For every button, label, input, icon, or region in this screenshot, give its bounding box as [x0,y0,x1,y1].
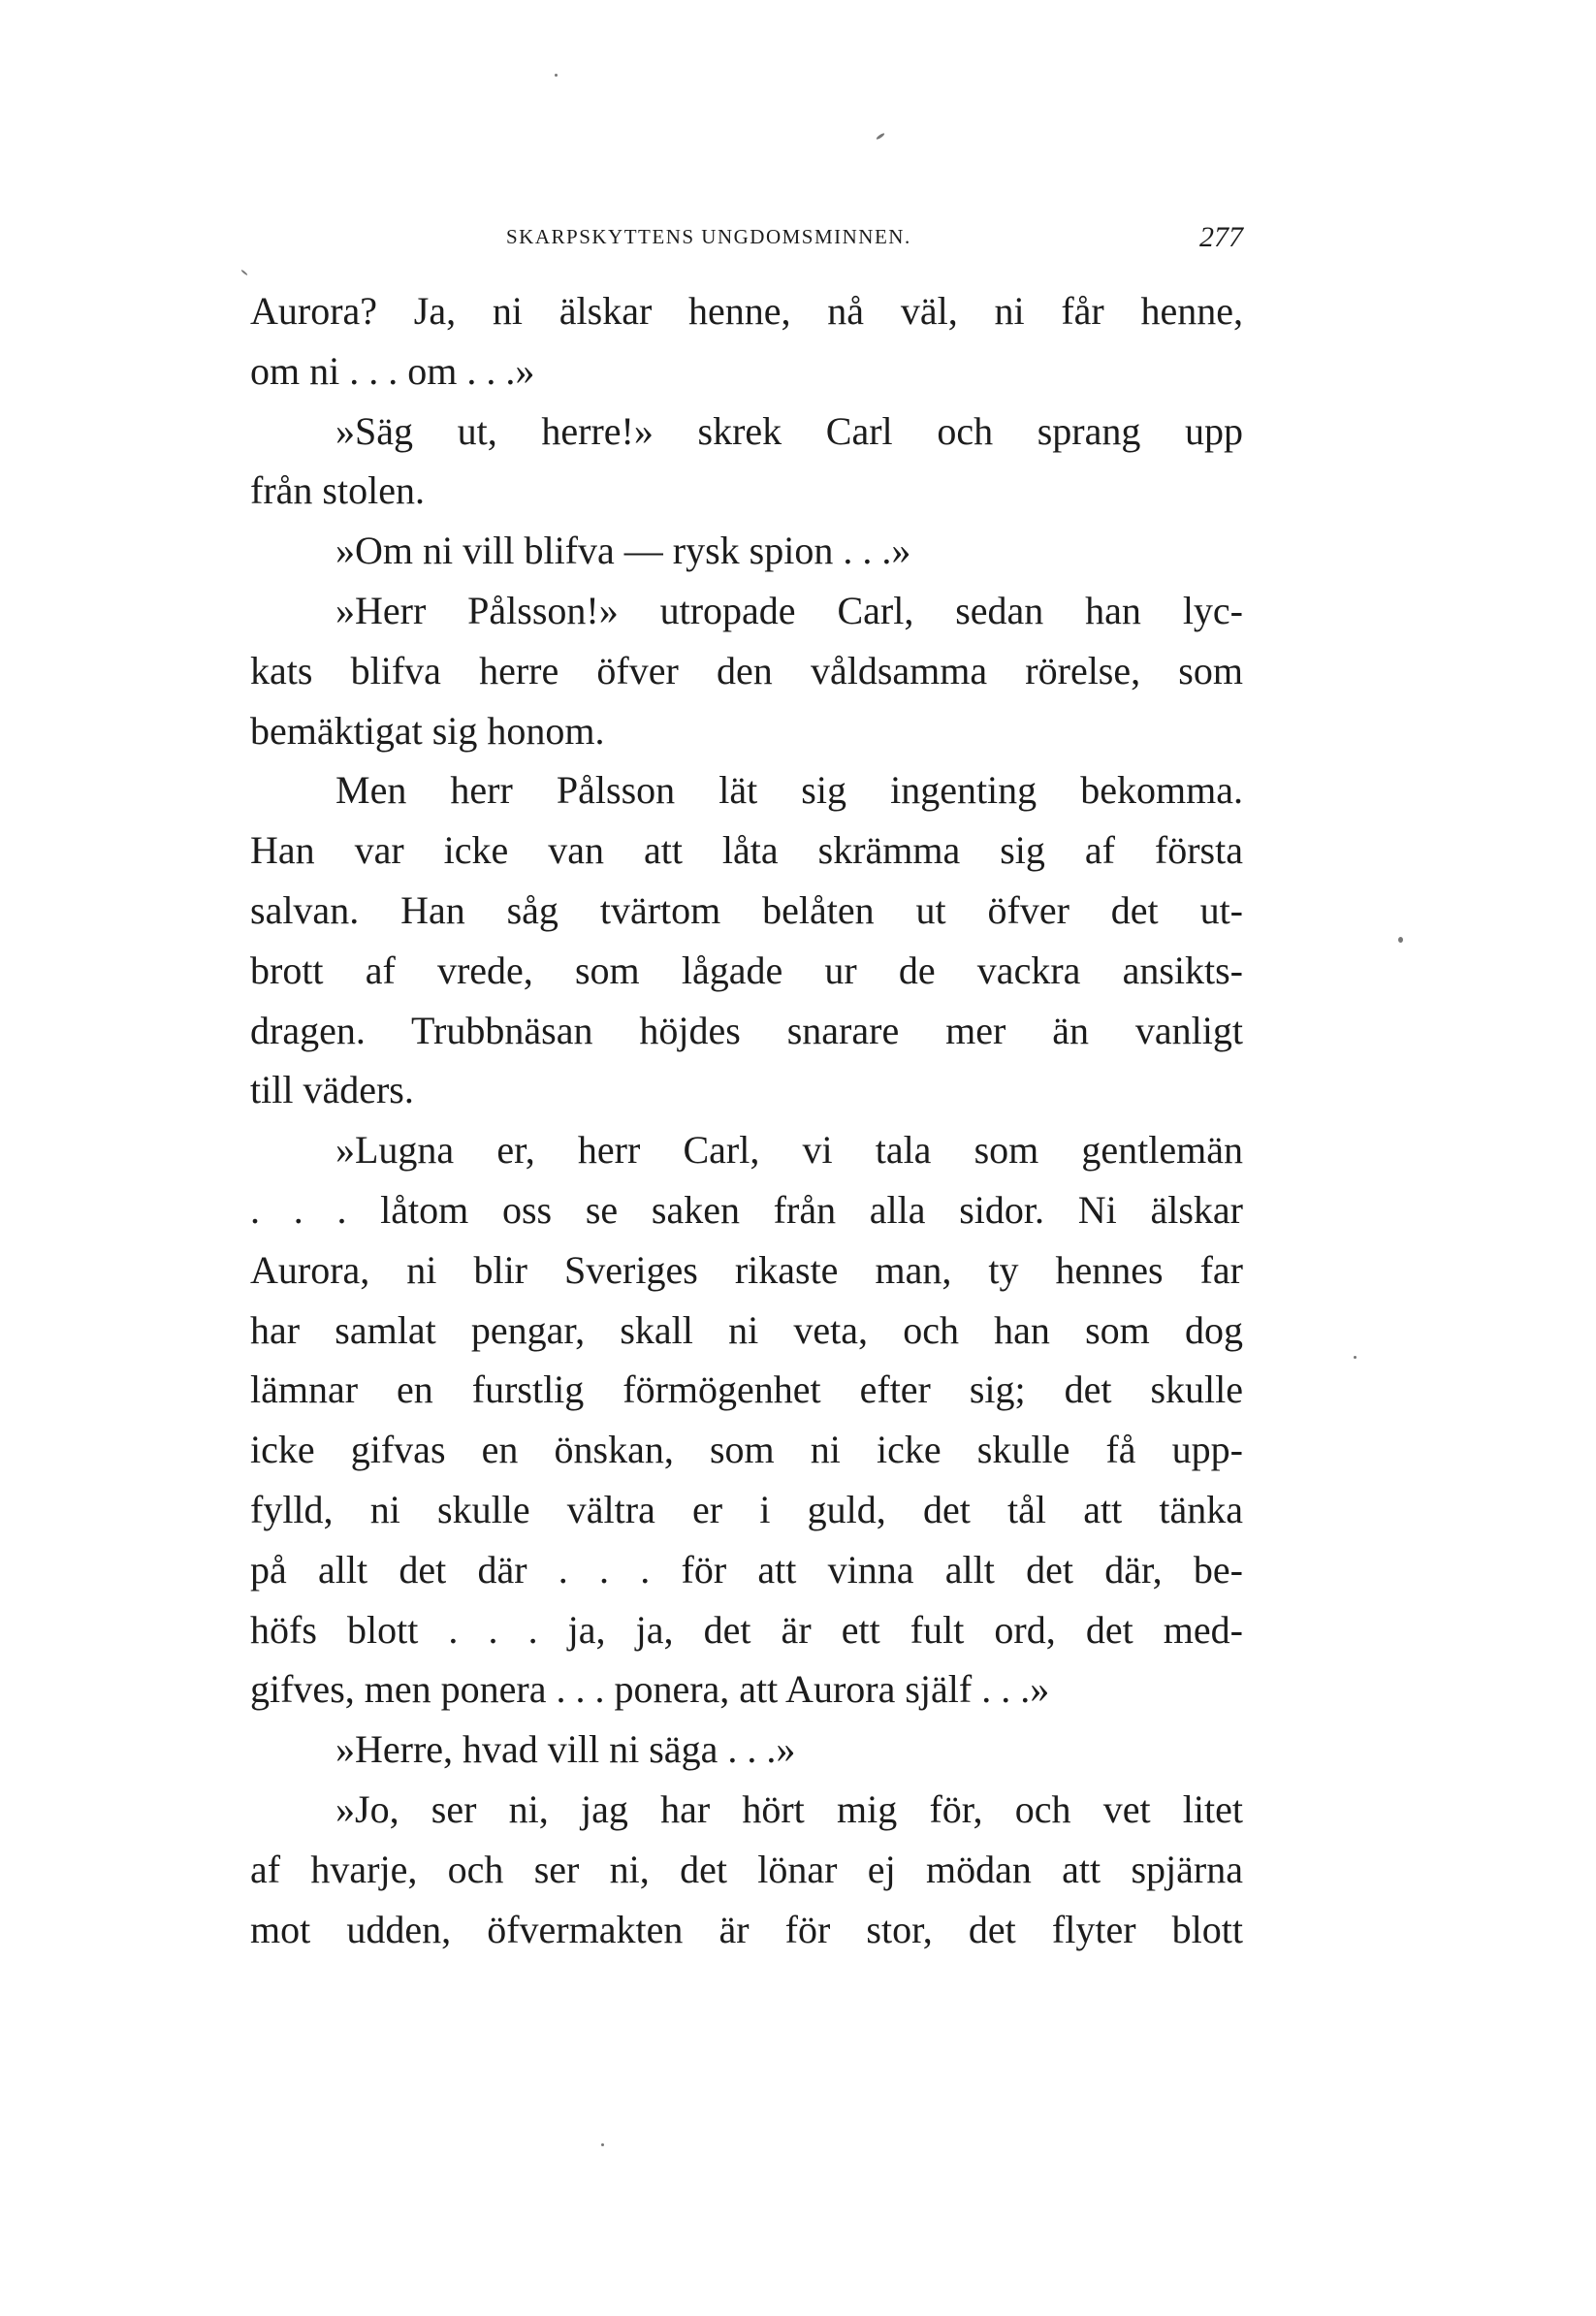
text-line: på allt det där . . . för att vinna allt det där, be- [250,1547,1243,1592]
scan-speck [240,270,247,276]
text-line: »Jo, ser ni, jag har hört mig för, och vet litet [335,1786,1243,1831]
text-line: lämnar en furstlig förmögenhet efter sig; det skulle [250,1367,1243,1412]
page-number: 277 [1199,221,1243,253]
text-line: Aurora? Ja, ni älskar henne, nå väl, ni får henne, [250,289,1243,333]
text-line: Aurora, ni blir Sveriges rikaste man, ty hennes far [250,1247,1243,1292]
text-line: »Säg ut, herre!» skrek Carl och sprang upp [335,408,1243,453]
text-line: Han var icke van att låta skrämma sig af första [250,828,1243,873]
text-line: gifves, men ponera . . . ponera, att Aurora själf . . .» [250,1667,1050,1712]
text-line: fylld, ni skulle vältra er i guld, det tål att tänka [250,1487,1243,1531]
running-title: SKARPSKYTTENS UNGDOMSMINNEN. [506,225,911,248]
scan-speck [601,2143,604,2146]
text-line: dragen. Trubbnäsan höjdes snarare mer än vanligt [250,1008,1243,1052]
text-line: »Lugna er, herr Carl, vi tala som gentlemän [335,1128,1243,1173]
text-line: om ni . . . om . . .» [250,348,535,393]
running-head [250,221,1243,260]
body-text [250,281,1243,1959]
text-line: »Herr Pålsson!» utropade Carl, sedan han lyc- [335,588,1243,632]
text-line: bemäktigat sig honom. [250,708,605,753]
text-line: höfs blott . . . ja, ja, det är ett fult ord, det med- [250,1607,1243,1652]
text-line: kats blifva herre öfver den våldsamma rörelse, som [250,648,1243,692]
text-line: salvan. Han såg tvärtom belåten ut öfver det ut- [250,887,1243,932]
scan-speck [555,74,558,77]
text-line: brott af vrede, som lågade ur de vackra ansikts- [250,948,1243,992]
text-line: mot udden, öfvermakten är för stor, det flyter blott [250,1907,1243,1951]
scan-speck [1354,1356,1357,1359]
text-line: Men herr Pålsson lät sig ingenting bekomma. [335,768,1243,813]
text-line: »Om ni vill blifva — rysk spion . . .» [335,529,911,573]
text-line: . . . låtom oss se saken från alla sidor. Ni älskar [250,1187,1243,1232]
text-line: af hvarje, och ser ni, det lönar ej mödan att spjärna [250,1847,1243,1891]
text-line: till väders. [250,1068,414,1112]
text-line: har samlat pengar, skall ni veta, och han som dog [250,1307,1243,1352]
scan-speck [876,132,885,140]
text-line: från stolen. [250,468,425,513]
text-line: icke gifvas en önskan, som ni icke skulle få upp- [250,1428,1243,1472]
text-line: »Herre, hvad vill ni säga . . .» [335,1727,796,1772]
scan-speck [1398,937,1403,943]
